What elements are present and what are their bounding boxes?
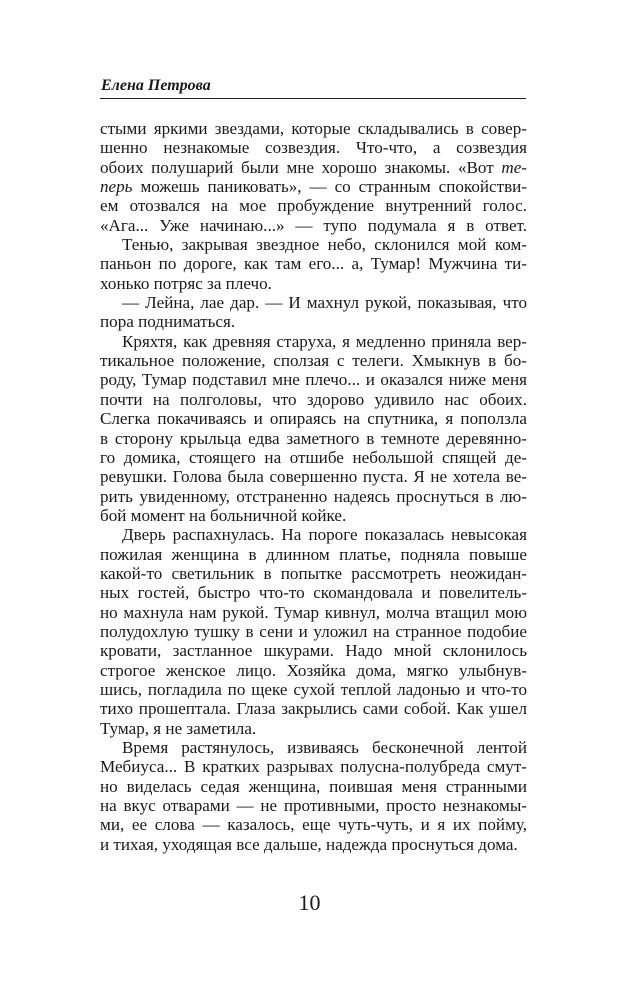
text-line: «Ага... Уже начинаю...» — тупо подумала я в ответ.: [100, 215, 527, 235]
italic-fragment: те-: [501, 157, 527, 177]
text-line: Слегка покачиваясь и опираясь на спутника, я поползла: [100, 409, 527, 429]
text-line: на вкус отварами — не противными, просто незнакомы-: [100, 796, 527, 816]
paragraph: [100, 119, 527, 235]
text-line: шись, погладила по щеке сухой теплой ладонью и что-то: [100, 679, 527, 699]
text-line: ных гостей, быстро что-то скомандовала и повелитель-: [100, 583, 527, 603]
text-line: — Лейна, лае дар. — И махнул рукой, показывая, что: [122, 293, 527, 313]
text-line: почти на полголовы, что здорово удивило нас обоих.: [100, 389, 527, 409]
text-line: рить увиденному, отстраненно надеясь проснуться в лю-: [100, 486, 527, 506]
text-line: полудохлую тушку в сени и уложил на странное подобие: [100, 621, 527, 641]
text-line: пора подниматься.: [100, 312, 236, 332]
text-line: какой-то светильник в попытке рассмотреть неожидан-: [100, 563, 527, 583]
text-line: шенно незнакомые созвездия. Что-что, а созвездия: [100, 138, 527, 158]
paragraph: [100, 235, 527, 293]
text-line: Кряхтя, как древняя старуха, я медленно приняла вер-: [122, 331, 527, 351]
page-number: 10: [298, 890, 321, 915]
text-line: [100, 158, 527, 177]
italic-fragment: перь: [100, 177, 133, 197]
text-line: [100, 177, 527, 196]
text-line: бой момент на больничной койке.: [100, 505, 347, 525]
running-header: [100, 76, 526, 99]
text-line: тихо прошептала. Глаза закрылись сами собой. Как ушел: [100, 699, 527, 719]
paragraph: [100, 738, 527, 854]
text-line: Тенью, закрывая звездное небо, склонился мой ком-: [122, 235, 527, 255]
text-line: тикальное положение, сползая с телеги. Хмыкнув в бо-: [100, 351, 527, 371]
header-author: Елена Петрова: [101, 77, 211, 94]
text-line: пожилая женщина в длинном платье, подняла повыше: [100, 544, 527, 564]
text-line: Мебиуса... В кратких разрывах полусна-полубреда смут-: [100, 757, 527, 777]
text-fragment: можешь паниковать», — со странным спокойстви-: [140, 177, 527, 197]
text-line: хонько потряс за плечо.: [100, 273, 272, 293]
text-line: ревушки. Голова была совершенно пуста. Я не хотела ве-: [100, 467, 527, 487]
text-line: в сторону крыльца едва заметного в темноте деревянно-: [100, 428, 527, 448]
text-line: строгое женское лицо. Хозяйка дома, мягко улыбнув-: [100, 660, 527, 680]
text-line: ми, ее слова — казалось, еще чуть-чуть, и я их пойму,: [100, 815, 527, 835]
paragraph: [100, 332, 527, 525]
text-line: Время растянулось, извиваясь бесконечной лентой: [122, 738, 527, 757]
text-line: кровати, застланное шкурами. Надо мной склонилось: [100, 641, 527, 661]
text-line: но махнула нам рукой. Тумар кивнул, молча втащил мою: [100, 602, 527, 622]
text-line: роду, Тумар подставил мне плечо... и оказался ниже меня: [100, 370, 527, 390]
text-line: стыми яркими звездами, которые складывались в совер-: [100, 119, 527, 138]
text-line: и тихая, уходящая все дальше, надежда проснуться дома.: [100, 834, 518, 854]
text-fragment: обоих полушарий были мне хорошо знакомы. «Вот: [100, 157, 502, 177]
text-line: го домика, стоящего на отшибе небольшой спящей де-: [100, 447, 527, 467]
text-line: но виделась седая женщина, поившая меня странными: [100, 776, 527, 796]
text-line: Тумар, я не заметила.: [100, 718, 257, 738]
text-line: ем отозвался на мое пробуждение внутренний голос.: [100, 196, 527, 216]
paragraph: [100, 293, 527, 332]
page-body: [100, 119, 527, 854]
paragraph: [100, 525, 527, 738]
text-line: Дверь распахнулась. На пороге показалась невысокая: [122, 525, 527, 545]
text-line: паньон по дороге, как там его... а, Тумар! Мужчина ти-: [100, 254, 527, 274]
